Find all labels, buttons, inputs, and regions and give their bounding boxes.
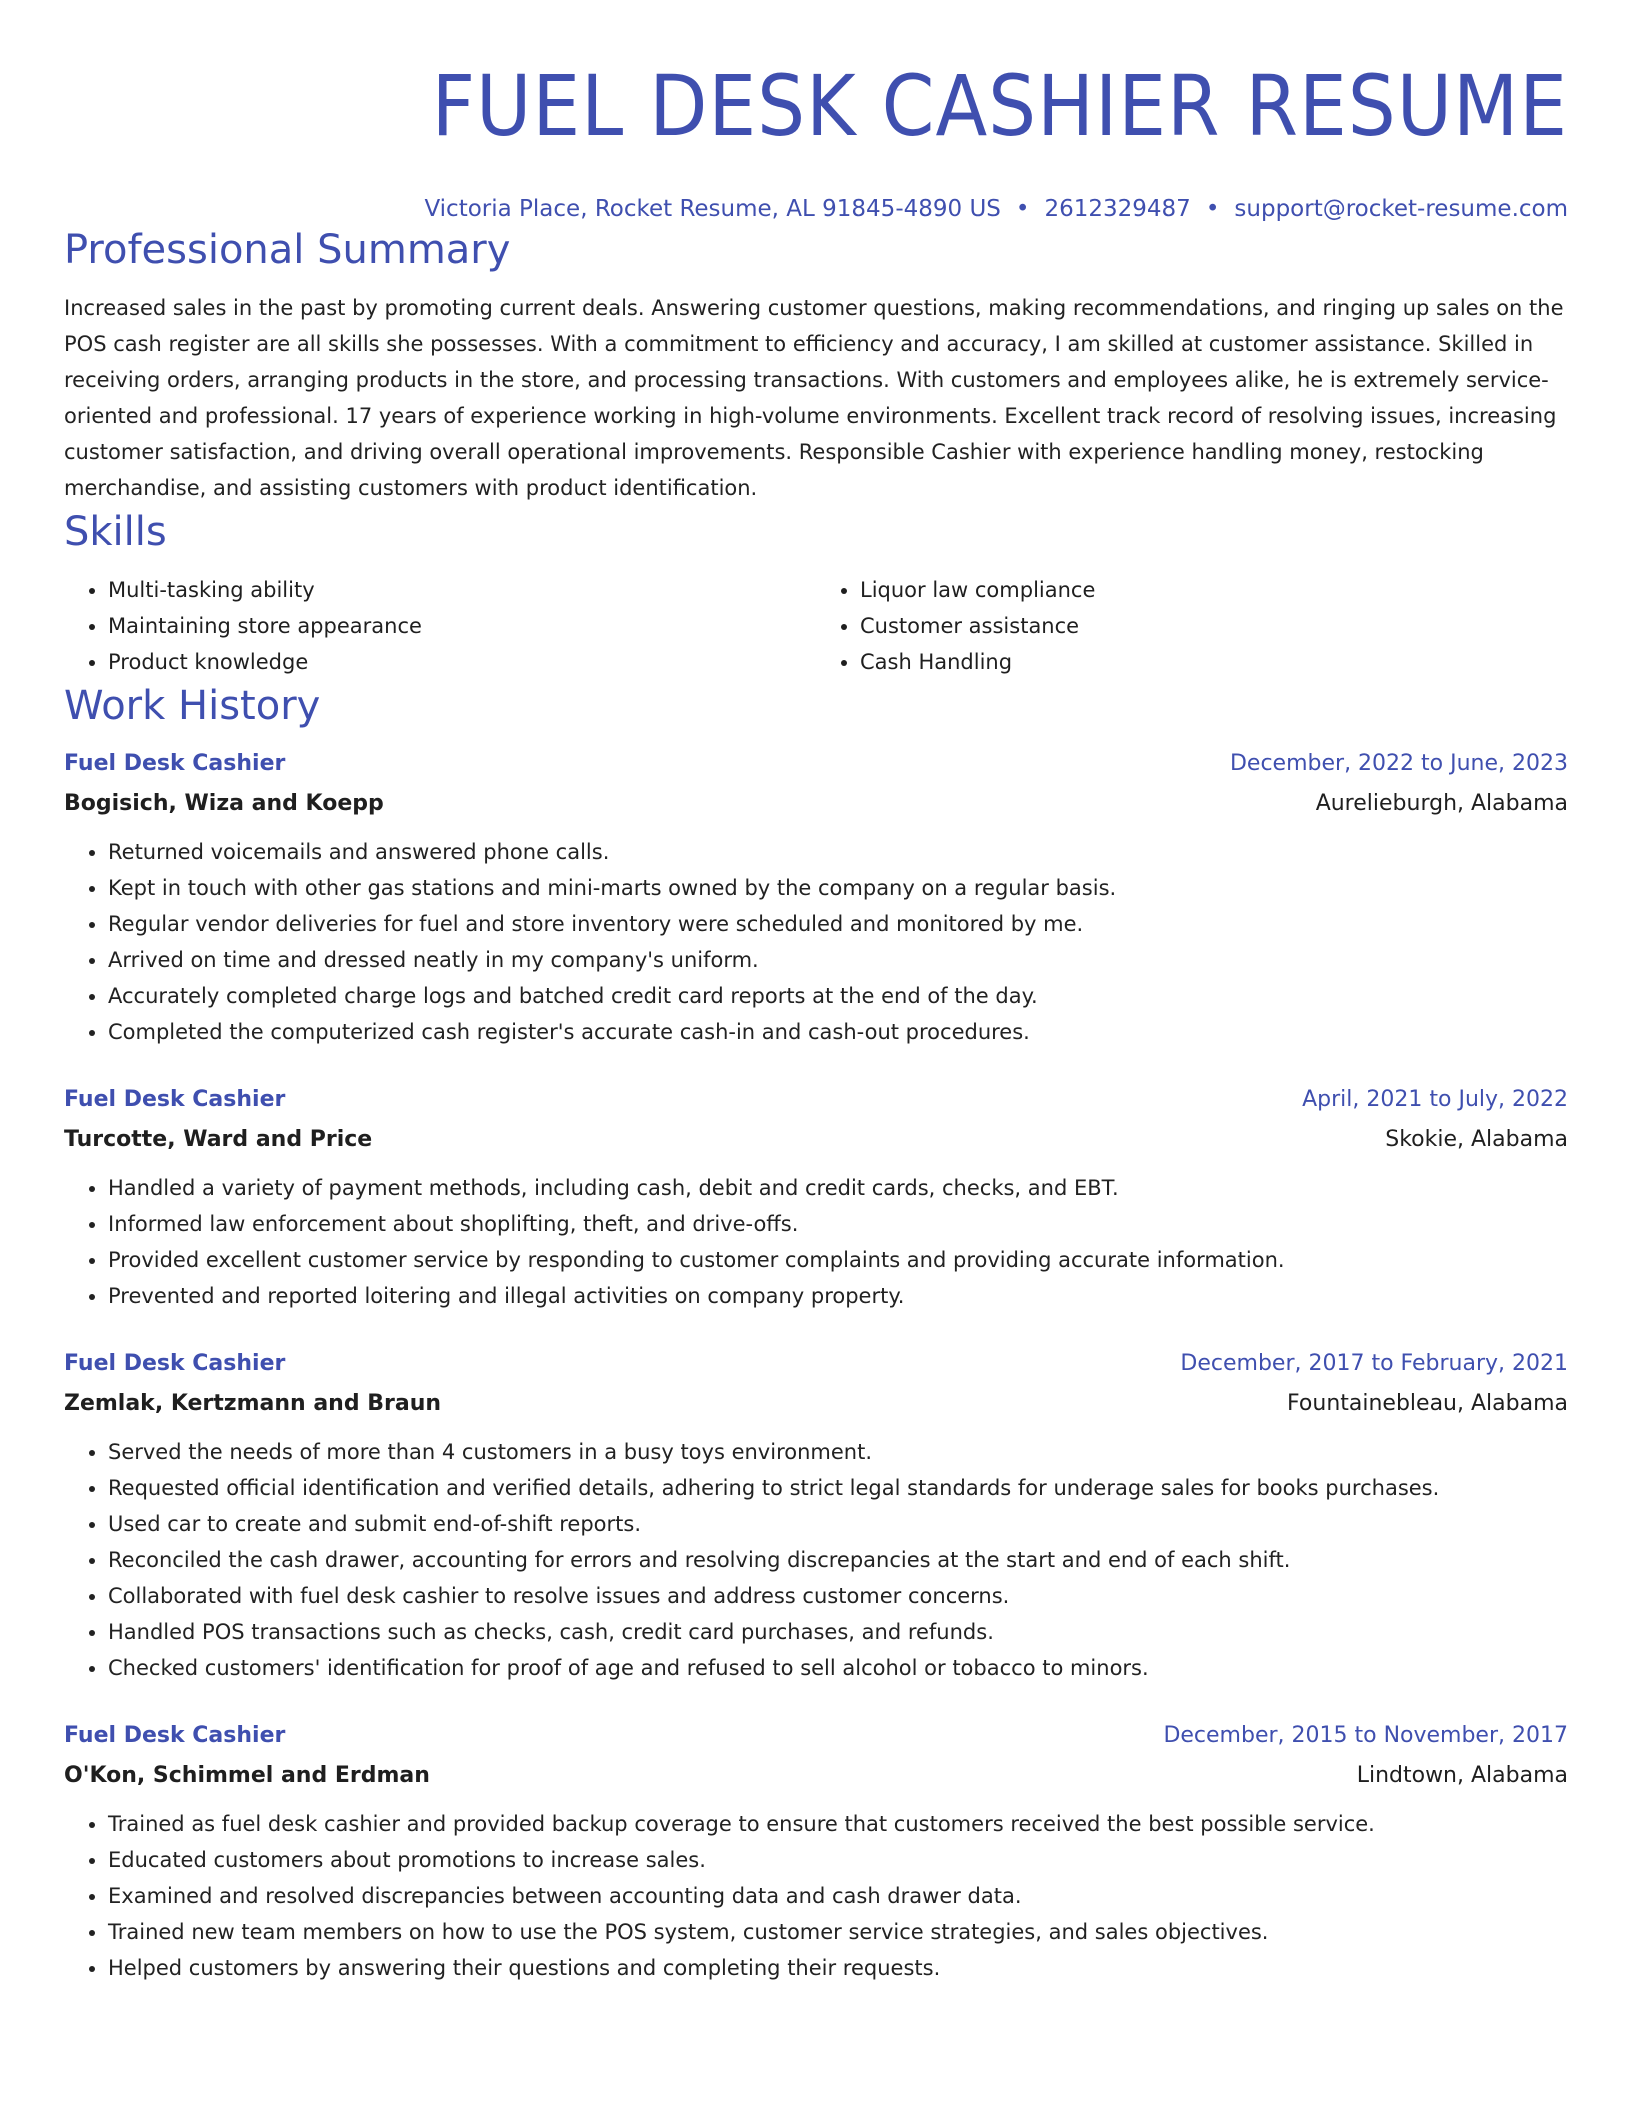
summary-text: Increased sales in the past by promoting current deals. Answering customer questions, making recommendations, and ringing up sales on the POS cash register are all skills she possesses. With a commitment to efficiency and accuracy, I am skilled at customer assistance. Skilled in receiving orders, arranging products in the store, and processing transactions. With customers and employees alike, he is extremely service-oriented and professional. 17 years of experience working in high-volume environments. Excellent track record of resolving issues, increasing customer satisfaction, and driving overall operational improvements. Responsible Cashier with experience handling money, restocking merchandise, and assisting customers with product identification.: [64, 296, 1564, 500]
job-company: Bogisich, Wiza and Koepp: [64, 791, 384, 816]
job-bullets: [64, 1434, 1568, 1686]
job-bullet: • Arrived on time and dressed neatly in my company's uniform.: [108, 942, 1568, 978]
job-entry: [64, 1716, 1568, 1986]
job-bullets: [64, 1806, 1568, 1986]
job-bullets: [64, 834, 1568, 1050]
skills-list: [64, 572, 1568, 680]
job-title: Fuel Desk Cashier: [64, 1351, 286, 1376]
contact-email: support@rocket-resume.com: [1234, 196, 1568, 222]
job-location: Aurelieburgh, Alabama: [1315, 791, 1568, 816]
contact-address: Victoria Place, Rocket Resume, AL 91845-4890 US: [424, 196, 1001, 222]
job-entry: [64, 1344, 1568, 1686]
separator-dot: •: [1015, 196, 1030, 222]
skill-item: • Multi-tasking ability: [108, 572, 816, 608]
job-company: Turcotte, Ward and Price: [64, 1127, 373, 1152]
job-bullet: • Handled a variety of payment methods, including cash, debit and credit cards, checks, and EBT.: [108, 1170, 1568, 1206]
job-location: Lindtown, Alabama: [1356, 1763, 1568, 1788]
job-bullets: [64, 1170, 1568, 1314]
job-dates: December, 2017 to February, 2021: [1180, 1351, 1568, 1376]
skills-column-left: [64, 572, 816, 680]
job-dates: April, 2021 to July, 2022: [1302, 1087, 1568, 1112]
job-company: O'Kon, Schimmel and Erdman: [64, 1763, 430, 1788]
skills-heading: Skills: [64, 509, 167, 555]
job-bullet: • Informed law enforcement about shoplifting, theft, and drive-offs.: [108, 1206, 1568, 1242]
job-bullet: • Returned voicemails and answered phone calls.: [108, 834, 1568, 870]
separator-dot: •: [1205, 196, 1220, 222]
job-bullet: • Served the needs of more than 4 customers in a busy toys environment.: [108, 1434, 1568, 1470]
job-bullet: • Handled POS transactions such as checks, cash, credit card purchases, and refunds.: [108, 1614, 1568, 1650]
job-bullet: • Prevented and reported loitering and illegal activities on company property.: [108, 1278, 1568, 1314]
skill-item: • Liquor law compliance: [860, 572, 1568, 608]
contact-phone: 2612329487: [1044, 196, 1191, 222]
job-title: Fuel Desk Cashier: [64, 1723, 286, 1748]
job-bullet: • Provided excellent customer service by responding to customer complaints and providing accurate information.: [108, 1242, 1568, 1278]
skill-item: • Customer assistance: [860, 608, 1568, 644]
job-bullet: • Examined and resolved discrepancies between accounting data and cash drawer data.: [108, 1878, 1568, 1914]
job-entry: [64, 744, 1568, 1050]
job-bullet: • Used car to create and submit end-of-shift reports.: [108, 1506, 1568, 1542]
job-title: Fuel Desk Cashier: [64, 1087, 286, 1112]
job-bullet: • Checked customers' identification for proof of age and refused to sell alcohol or tobacco to minors.: [108, 1650, 1568, 1686]
job-bullet: • Regular vendor deliveries for fuel and store inventory were scheduled and monitored by me.: [108, 906, 1568, 942]
job-bullet: • Educated customers about promotions to increase sales.: [108, 1842, 1568, 1878]
work-history-heading: Work History: [64, 683, 321, 729]
job-bullet: • Reconciled the cash drawer, accounting for errors and resolving discrepancies at the start and end of each shift.: [108, 1542, 1568, 1578]
job-bullet: • Helped customers by answering their questions and completing their requests.: [108, 1950, 1568, 1986]
job-bullet: • Requested official identification and verified details, adhering to strict legal standards for underage sales for books purchases.: [108, 1470, 1568, 1506]
job-bullet: • Completed the computerized cash register's accurate cash-in and cash-out procedures.: [108, 1014, 1568, 1050]
resume-title: FUEL DESK CASHIER RESUME: [431, 57, 1568, 155]
skill-item: • Product knowledge: [108, 644, 816, 680]
job-location: Skokie, Alabama: [1385, 1127, 1568, 1152]
job-bullet: • Accurately completed charge logs and batched credit card reports at the end of the day.: [108, 978, 1568, 1014]
job-bullet: • Trained new team members on how to use the POS system, customer service strategies, and sales objectives.: [108, 1914, 1568, 1950]
job-location: Fountainebleau, Alabama: [1287, 1391, 1568, 1416]
job-bullet: • Collaborated with fuel desk cashier to resolve issues and address customer concerns.: [108, 1578, 1568, 1614]
skill-item: • Maintaining store appearance: [108, 608, 816, 644]
job-title: Fuel Desk Cashier: [64, 751, 286, 776]
job-dates: December, 2022 to June, 2023: [1229, 751, 1568, 776]
job-dates: December, 2015 to November, 2017: [1163, 1723, 1568, 1748]
job-bullet: • Kept in touch with other gas stations and mini-marts owned by the company on a regular basis.: [108, 870, 1568, 906]
summary-heading: Professional Summary: [64, 227, 511, 273]
skill-item: • Cash Handling: [860, 644, 1568, 680]
job-entry: [64, 1080, 1568, 1314]
job-company: Zemlak, Kertzmann and Braun: [64, 1391, 442, 1416]
contact-line: [64, 194, 1568, 224]
job-bullet: • Trained as fuel desk cashier and provided backup coverage to ensure that customers received the best possible service.: [108, 1806, 1568, 1842]
skills-column-right: [816, 572, 1568, 680]
